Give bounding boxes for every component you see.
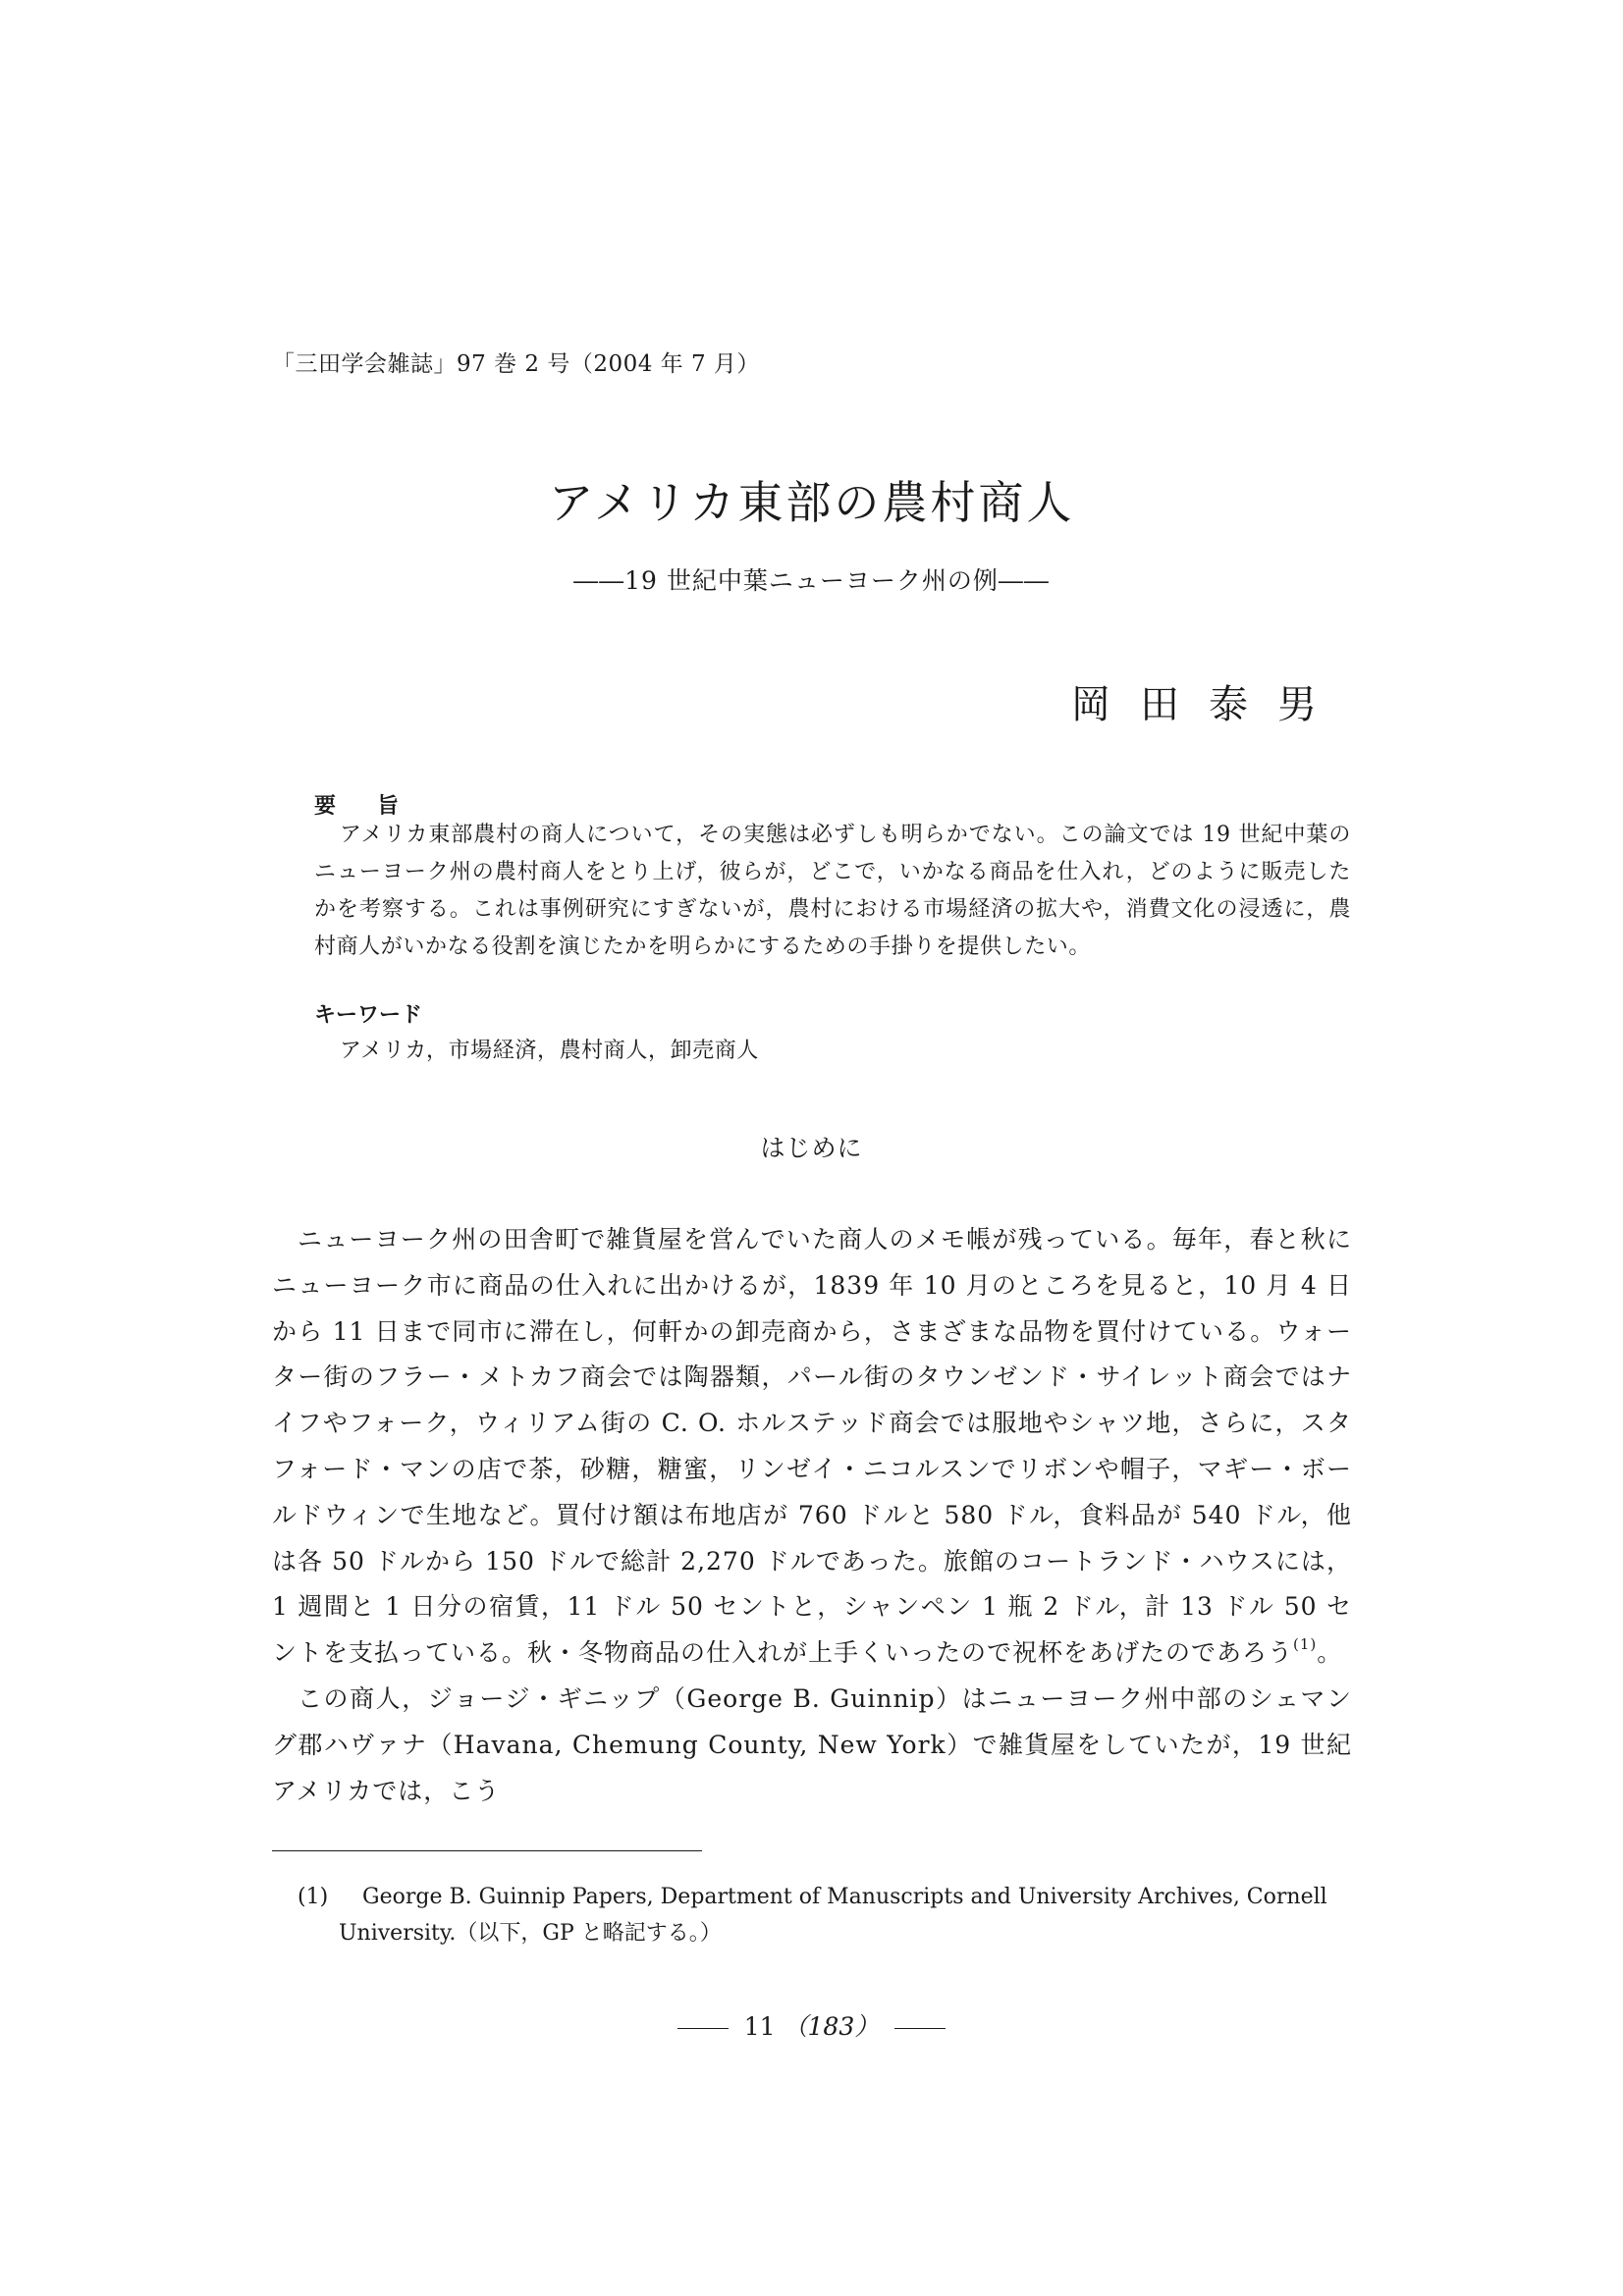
- abstract-heading: 要旨: [314, 793, 441, 819]
- paper-subtitle: ――19 世紀中葉ニューヨーク州の例――: [573, 566, 1050, 595]
- author-name: 岡田泰男: [1071, 682, 1346, 727]
- page-number-value: 11: [743, 2012, 776, 2041]
- page-number-dash-left: [677, 2028, 729, 2029]
- page-number-continuous: （183）: [783, 2012, 880, 2041]
- paragraph-1-end: 。: [1317, 1638, 1343, 1668]
- footnote-text: George B. Guinnip Papers, Department of Manuscripts and University Archives, Cornell: [362, 1885, 1327, 1909]
- footnote-continuation: University.（以下，GP と略記する。）: [339, 1921, 722, 1946]
- footnote-reference: (1): [1293, 1635, 1318, 1654]
- footnote-mark: (1): [298, 1885, 329, 1909]
- page-number-dash-right: [894, 2028, 946, 2029]
- section-heading: はじめに: [760, 1134, 863, 1162]
- keywords-list: アメリカ，市場経済，農村商人，卸売商人: [340, 1039, 759, 1063]
- footnote-divider: [272, 1850, 702, 1851]
- main-body: [272, 1217, 1352, 1814]
- paper-title: アメリカ東部の農村商人: [548, 476, 1075, 529]
- page-number: [0, 2007, 1623, 2043]
- footnote-1: [298, 1879, 1352, 1951]
- body-paragraph-2: この商人，ジョージ・ギニップ（George B. Guinnip）はニューヨーク州中部のシェマング郡ハヴァナ（Havana, Chemung County, New York）で雑貨屋をしていたが，19 世紀アメリカでは，こう: [272, 1683, 1352, 1805]
- body-paragraph-1: [272, 1217, 1352, 1677]
- paragraph-1-text: ニューヨーク州の田舎町で雑貨屋を営んでいた商人のメモ帳が残っている。毎年，春と秋にニューヨーク市に商品の仕入れに出かけるが，1839 年 10 月のところを見ると，10 月 4 日から 11 日まで同市に滞在し，何軒かの卸売商から，さまざまな品物を買付けている。ウォーター街のフラー・メトカフ商会では陶器類，パール街のタウンゼンド・サイレット商会ではナイフやフォーク，ウィリアム街の C. O. ホルステッド商会では服地やシャツ地，さらに，スタフォード・マンの店で茶，砂糖，糖蜜，リンゼイ・ニコルスンでリボンや帽子，マギー・ボールドウィンで生地など。買付け額は布地店が 760 ドルと 580 ドル，食料品が 540 ドル，他は各 50 ドルから 150 ドルで総計 2,270 ドルであった。旅館のコートランド・ハウスには，1 週間と 1 日分の宿賃，11 ドル 50 セントと，シャンペン 1 瓶 2 ドル，計 13 ドル 50 セントを支払っている。秋・冬物商品の仕入れが上手くいったので祝杯をあげたのであろう: [272, 1225, 1352, 1668]
- journal-citation: 「三田学会雑誌」97 巻 2 号（2004 年 7 月）: [272, 351, 760, 377]
- keywords-heading: キーワード: [314, 1002, 423, 1028]
- abstract-body: アメリカ東部農村の商人について，その実態は必ずしも明らかでない。この論文では 19 世紀中葉のニューヨーク州の農村商人をとり上げ，彼らが，どこで，いかなる商品を仕入れ，どのように販売したかを考察する。これは事例研究にすぎないが，農村における市場経済の拡大や，消費文化の浸透に，農村商人がいかなる役割を演じたかを明らかにするための手掛りを提供したい。: [314, 823, 1351, 959]
